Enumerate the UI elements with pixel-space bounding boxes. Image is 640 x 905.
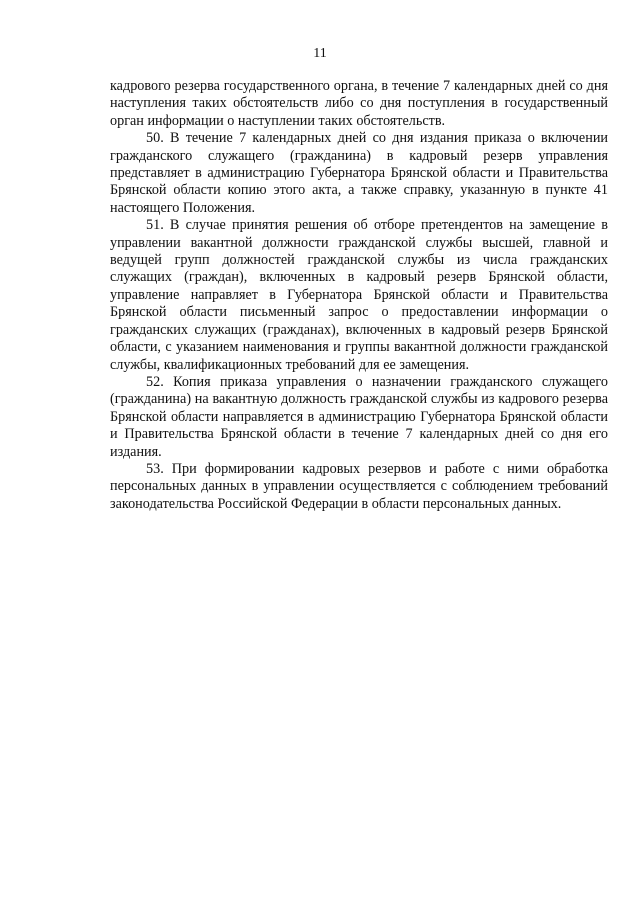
paragraph-53: 53. При формировании кадровых резервов и работе с ними обработка персональных данных в управлении осуществляется с соблюдением требований законодательства Российской Федерации в области персональных данных. bbox=[110, 460, 608, 512]
paragraph-continuation: кадрового резерва государственного органа, в течение 7 календарных дней со дня наступления таких обстоятельств либо со дня поступления в государственный орган информации о наступлении таких обстоятельств. bbox=[110, 78, 608, 129]
paragraph-51: 51. В случае принятия решения об отборе претендентов на замещение в управлении вакантной должности гражданской службы высшей, главной и ведущей групп должностей гражданской службы из числа гражданских служащих (граждан), включенных в кадровый резерв Брянской области, управление направляет в Губернатора Брянской области и Правительства Брянской области письменный запрос о предоставлении информации о гражданских служащих (гражданах), включенных в кадровый резерв Брянской области, с указанием наименования и группы вакантной должности гражданской службы, квалификационных требований для ее замещения. bbox=[110, 217, 608, 373]
paragraph-50: 50. В течение 7 календарных дней со дня издания приказа о включении гражданского служащего (гражданина) в кадровый резерв управления представляет в администрацию Губернатора Брянской области и Правительства Брянской области копию этого акта, а также справку, указанную в пункте 41 настоящего Положения. bbox=[110, 130, 608, 216]
document-body bbox=[110, 78, 608, 513]
page-number: 11 bbox=[313, 46, 327, 61]
paragraph-52: 52. Копия приказа управления о назначении гражданского служащего (гражданина) на вакантную должность гражданской службы из кадрового резерва Брянской области направляется в администрацию Губернатора Брянской области и Правительства Брянской области в течение 7 календарных дней со дня его издания. bbox=[110, 373, 608, 460]
